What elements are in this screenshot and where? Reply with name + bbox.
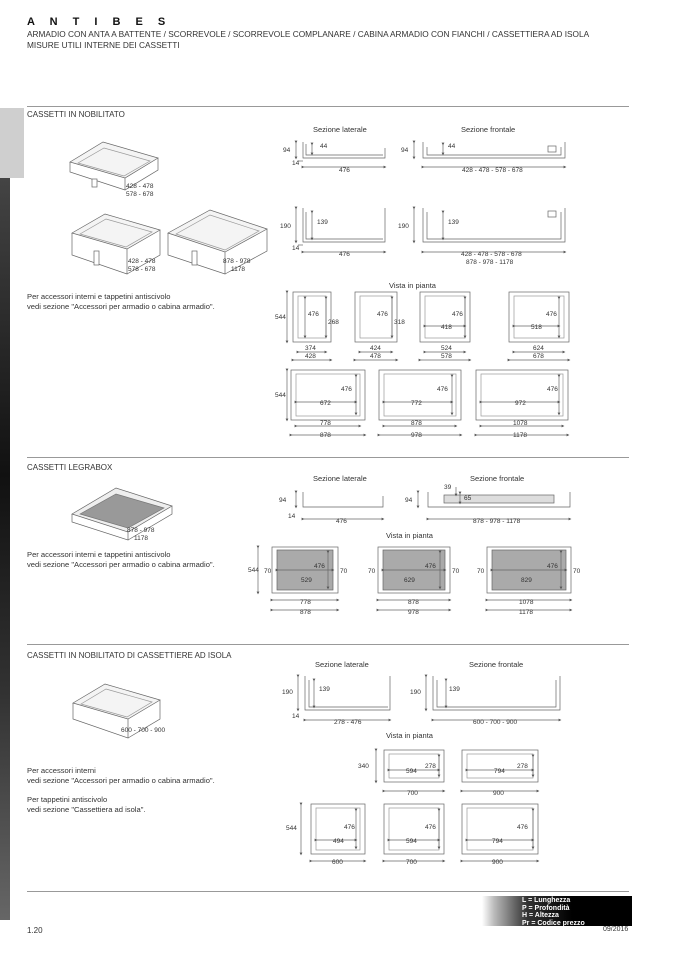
- label-plan-view: Vista in pianta: [386, 731, 433, 740]
- svg-text:878 - 978 - 1178: 878 - 978 - 1178: [466, 259, 514, 266]
- svg-text:14: 14: [292, 245, 300, 252]
- section-title-nobilitato: CASSETTI IN NOBILITATO: [27, 110, 125, 119]
- svg-text:424: 424: [370, 345, 381, 352]
- svg-text:94: 94: [279, 497, 287, 504]
- svg-text:476: 476: [546, 311, 557, 318]
- svg-text:190: 190: [410, 689, 421, 696]
- svg-text:476: 476: [425, 563, 436, 570]
- svg-text:318: 318: [394, 319, 405, 326]
- legend-item: L = Lunghezza: [522, 897, 571, 904]
- legrabox-illustration: [72, 488, 172, 540]
- section-title-isola: CASSETTI IN NOBILITATO DI CASSETTIERE AD ISOLA: [27, 651, 232, 660]
- svg-text:878 - 978 - 1178: 878 - 978 - 1178: [473, 518, 521, 525]
- dim-label: 1178: [231, 266, 245, 273]
- svg-text:278: 278: [425, 763, 436, 770]
- svg-text:594: 594: [406, 768, 417, 775]
- label-plan-view: Vista in pianta: [389, 281, 436, 290]
- drawer-illustration: [168, 210, 267, 274]
- svg-text:544: 544: [286, 825, 297, 832]
- svg-text:972: 972: [515, 400, 526, 407]
- svg-text:544: 544: [275, 314, 286, 321]
- svg-text:529: 529: [301, 577, 312, 584]
- svg-text:14: 14: [292, 160, 300, 167]
- svg-text:44: 44: [320, 143, 328, 150]
- isola-plan-700b: [384, 804, 444, 861]
- dim-label: 878 - 978: [223, 258, 251, 265]
- subtitle-2: MISURE UTILI INTERNE DEI CASSETTI: [27, 40, 180, 50]
- dim-label: 428 - 478: [128, 258, 156, 265]
- isola-side-section: [298, 676, 390, 720]
- section-note: Per accessori interni e tappetini antiscivolo vedi sezione "Accessori per armadio o cabina armadio".: [27, 292, 215, 311]
- svg-text:878: 878: [408, 599, 419, 606]
- svg-text:600: 600: [332, 859, 343, 866]
- svg-text:70: 70: [573, 568, 581, 575]
- svg-text:190: 190: [398, 223, 409, 230]
- side-section-190: [296, 208, 385, 252]
- svg-text:778: 778: [300, 599, 311, 606]
- svg-text:418: 418: [441, 324, 452, 331]
- section-note: Per accessori interni e tappetini antiscivolo vedi sezione "Accessori per armadio o cabina armadio".: [27, 550, 215, 569]
- isola-front-section: [426, 676, 560, 720]
- legrabox-front-section: [418, 487, 570, 519]
- svg-text:39: 39: [444, 484, 452, 491]
- label-plan-view: Vista in pianta: [386, 531, 433, 540]
- svg-text:139: 139: [449, 686, 460, 693]
- dim-label: 578 - 678: [128, 266, 156, 273]
- svg-text:478: 478: [370, 353, 381, 360]
- legend-item: H = Altezza: [522, 912, 559, 919]
- section-title-legrabox: CASSETTI LEGRABOX: [27, 463, 113, 472]
- svg-text:14: 14: [288, 513, 296, 520]
- label-front-section: Sezione frontale: [470, 474, 525, 483]
- svg-text:428 - 478 - 578 - 678: 428 - 478 - 578 - 678: [461, 251, 522, 258]
- front-section-94: [414, 142, 565, 167]
- svg-text:476: 476: [314, 563, 325, 570]
- page-number: 1.20: [27, 926, 43, 935]
- front-section-190: [414, 208, 565, 252]
- svg-text:190: 190: [282, 689, 293, 696]
- svg-text:428: 428: [305, 353, 316, 360]
- svg-text:978: 978: [411, 432, 422, 439]
- legend-item: P = Profondità: [522, 904, 570, 912]
- svg-text:624: 624: [533, 345, 544, 352]
- svg-text:900: 900: [493, 790, 504, 797]
- svg-text:14: 14: [292, 713, 300, 720]
- svg-text:476: 476: [437, 386, 448, 393]
- brand-title: A N T I B E S: [27, 16, 172, 28]
- svg-text:600 - 700 - 900: 600 - 700 - 900: [121, 727, 166, 734]
- svg-text:794: 794: [492, 838, 503, 845]
- svg-text:94: 94: [283, 147, 291, 154]
- svg-text:428 - 478 - 578 - 678: 428 - 478 - 578 - 678: [462, 167, 523, 174]
- svg-text:476: 476: [517, 824, 528, 831]
- svg-text:1178: 1178: [134, 535, 148, 542]
- svg-text:678: 678: [533, 353, 544, 360]
- svg-text:70: 70: [264, 568, 272, 575]
- svg-text:374: 374: [305, 345, 316, 352]
- svg-text:139: 139: [448, 219, 459, 226]
- svg-text:878: 878: [411, 420, 422, 427]
- svg-text:476: 476: [336, 518, 347, 525]
- svg-text:594: 594: [406, 838, 417, 845]
- dim-label: 428 - 478: [126, 183, 154, 190]
- label-front-section: Sezione frontale: [461, 125, 516, 134]
- svg-text:878: 878: [300, 609, 311, 616]
- svg-text:70: 70: [452, 568, 460, 575]
- svg-text:829: 829: [521, 577, 532, 584]
- svg-text:190: 190: [280, 223, 291, 230]
- svg-text:700: 700: [407, 790, 418, 797]
- svg-text:70: 70: [340, 568, 348, 575]
- side-section-94: [296, 142, 385, 167]
- date-label: 09/2016: [603, 926, 629, 933]
- svg-text:70: 70: [368, 568, 376, 575]
- svg-text:139: 139: [319, 686, 330, 693]
- svg-text:700: 700: [406, 859, 417, 866]
- svg-text:772: 772: [411, 400, 422, 407]
- svg-text:476: 476: [339, 251, 350, 258]
- section-note: Per accessori interni vedi sezione "Accessori per armadio o cabina armadio".: [27, 766, 215, 785]
- subtitle: ARMADIO CON ANTA A BATTENTE / SCORREVOLE / SCORREVOLE COMPLANARE / CABINA ARMADIO CON FIANCHI / CASSETTIERA AD ISOLA: [27, 29, 590, 39]
- svg-text:94: 94: [401, 147, 409, 154]
- svg-text:629: 629: [404, 577, 415, 584]
- svg-text:476: 476: [377, 311, 388, 318]
- svg-text:476: 476: [452, 311, 463, 318]
- svg-text:278 - 476: 278 - 476: [334, 719, 362, 726]
- svg-text:794: 794: [494, 768, 505, 775]
- svg-text:94: 94: [405, 497, 413, 504]
- svg-text:476: 476: [308, 311, 319, 318]
- svg-text:476: 476: [425, 824, 436, 831]
- svg-text:70: 70: [477, 568, 485, 575]
- svg-text:544: 544: [248, 567, 259, 574]
- svg-text:494: 494: [333, 838, 344, 845]
- svg-text:878: 878: [320, 432, 331, 439]
- svg-text:1078: 1078: [513, 420, 528, 427]
- drawer-illustration: [72, 214, 160, 274]
- svg-text:878 - 978: 878 - 978: [127, 527, 155, 534]
- isola-plan-600: [311, 804, 365, 861]
- legend-item: Pr = Codice prezzo: [522, 919, 585, 927]
- svg-text:476: 476: [339, 167, 350, 174]
- svg-text:900: 900: [492, 859, 503, 866]
- svg-text:578: 578: [441, 353, 452, 360]
- label-side-section: Sezione laterale: [313, 125, 367, 134]
- section-note: Per tappetini antiscivolo vedi sezione "Cassettiera ad isola".: [27, 795, 146, 814]
- svg-text:1178: 1178: [513, 432, 527, 439]
- svg-text:476: 476: [547, 386, 558, 393]
- legrabox-side-section: [296, 492, 383, 519]
- isola-plan-900b: [462, 804, 538, 861]
- svg-text:518: 518: [531, 324, 542, 331]
- label-front-section: Sezione frontale: [469, 660, 524, 669]
- svg-text:1178: 1178: [519, 609, 533, 616]
- svg-text:978: 978: [408, 609, 419, 616]
- svg-text:600 - 700 - 900: 600 - 700 - 900: [473, 719, 518, 726]
- svg-text:1078: 1078: [519, 599, 534, 606]
- label-side-section: Sezione laterale: [313, 474, 367, 483]
- svg-text:524: 524: [441, 345, 452, 352]
- svg-text:476: 476: [547, 563, 558, 570]
- svg-text:340: 340: [358, 763, 369, 770]
- svg-text:778: 778: [320, 420, 331, 427]
- svg-text:44: 44: [448, 143, 456, 150]
- svg-text:139: 139: [317, 219, 328, 226]
- svg-text:476: 476: [341, 386, 352, 393]
- svg-text:268: 268: [328, 319, 339, 326]
- svg-text:544: 544: [275, 392, 286, 399]
- dim-label: 578 - 678: [126, 191, 154, 198]
- svg-text:672: 672: [320, 400, 331, 407]
- svg-text:278: 278: [517, 763, 528, 770]
- svg-text:65: 65: [464, 495, 472, 502]
- svg-text:476: 476: [344, 824, 355, 831]
- label-side-section: Sezione laterale: [315, 660, 369, 669]
